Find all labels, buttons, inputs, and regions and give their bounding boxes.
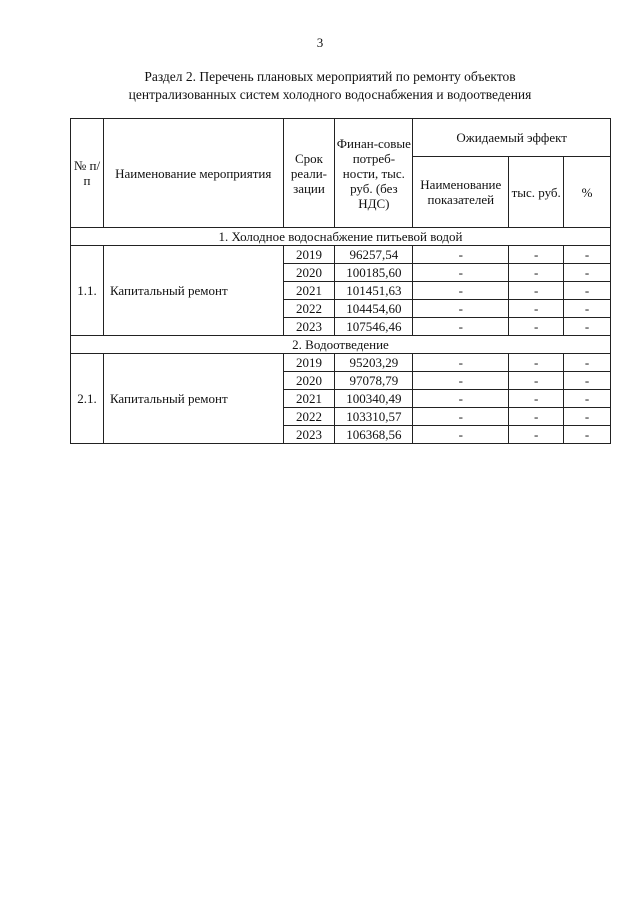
cell-indicator: -	[413, 408, 509, 426]
cell-amount: 100340,49	[335, 390, 413, 408]
cell-year: 2023	[283, 318, 335, 336]
cell-amount: 107546,46	[335, 318, 413, 336]
cell-rub: -	[509, 390, 564, 408]
table-row	[71, 246, 611, 264]
header-indicator: Наименование показателей	[413, 157, 509, 228]
title-line-1: Раздел 2. Перечень плановых мероприятий по ремонту объектов	[144, 69, 516, 84]
cell-rub: -	[509, 372, 564, 390]
cell-indicator: -	[413, 264, 509, 282]
cell-year: 2021	[283, 282, 335, 300]
header-term: Срок реали-зации	[283, 119, 335, 228]
section-row	[71, 228, 611, 246]
measures-table	[70, 118, 611, 444]
cell-pct: -	[564, 282, 611, 300]
header-num: № п/п	[71, 119, 104, 228]
cell-amount: 96257,54	[335, 246, 413, 264]
cell-pct: -	[564, 372, 611, 390]
cell-indicator: -	[413, 390, 509, 408]
cell-indicator: -	[413, 318, 509, 336]
section-title-cell: 2. Водоотведение	[71, 336, 611, 354]
row-name: Капитальный ремонт	[103, 246, 283, 336]
cell-pct: -	[564, 318, 611, 336]
cell-indicator: -	[413, 246, 509, 264]
row-num: 1.1.	[71, 246, 104, 336]
title-line-2: централизованных систем холодного водоснабжения и водоотведения	[128, 87, 532, 102]
cell-year: 2021	[283, 390, 335, 408]
cell-rub: -	[509, 264, 564, 282]
cell-rub: -	[509, 426, 564, 444]
cell-amount: 101451,63	[335, 282, 413, 300]
cell-indicator: -	[413, 426, 509, 444]
cell-indicator: -	[413, 372, 509, 390]
table-row	[71, 354, 611, 372]
cell-indicator: -	[413, 300, 509, 318]
section-title-cell: 1. Холодное водоснабжение питьевой водой	[71, 228, 611, 246]
cell-year: 2020	[283, 264, 335, 282]
row-num: 2.1.	[71, 354, 104, 444]
cell-rub: -	[509, 282, 564, 300]
header-name: Наименование мероприятия	[103, 119, 283, 228]
cell-pct: -	[564, 426, 611, 444]
cell-year: 2022	[283, 408, 335, 426]
section-row	[71, 336, 611, 354]
cell-year: 2019	[283, 354, 335, 372]
cell-rub: -	[509, 408, 564, 426]
cell-pct: -	[564, 354, 611, 372]
header-finance: Финан-совые потреб-ности, тыс. руб. (без НДС)	[335, 119, 413, 228]
cell-indicator: -	[413, 282, 509, 300]
cell-pct: -	[564, 390, 611, 408]
cell-rub: -	[509, 318, 564, 336]
cell-amount: 95203,29	[335, 354, 413, 372]
cell-year: 2023	[283, 426, 335, 444]
cell-year: 2019	[283, 246, 335, 264]
row-name: Капитальный ремонт	[103, 354, 283, 444]
cell-amount: 106368,56	[335, 426, 413, 444]
cell-pct: -	[564, 264, 611, 282]
page-number: 3	[316, 35, 324, 50]
cell-rub: -	[509, 354, 564, 372]
cell-indicator: -	[413, 354, 509, 372]
header-thousand-rub: тыс. руб.	[509, 157, 564, 228]
header-effect: Ожидаемый эффект	[413, 119, 611, 157]
cell-pct: -	[564, 246, 611, 264]
cell-year: 2022	[283, 300, 335, 318]
table-body	[71, 228, 611, 444]
section-title	[70, 68, 590, 104]
cell-amount: 103310,57	[335, 408, 413, 426]
cell-rub: -	[509, 246, 564, 264]
cell-pct: -	[564, 408, 611, 426]
header-percent: %	[564, 157, 611, 228]
cell-amount: 97078,79	[335, 372, 413, 390]
cell-year: 2020	[283, 372, 335, 390]
cell-amount: 100185,60	[335, 264, 413, 282]
cell-amount: 104454,60	[335, 300, 413, 318]
cell-rub: -	[509, 300, 564, 318]
cell-pct: -	[564, 300, 611, 318]
